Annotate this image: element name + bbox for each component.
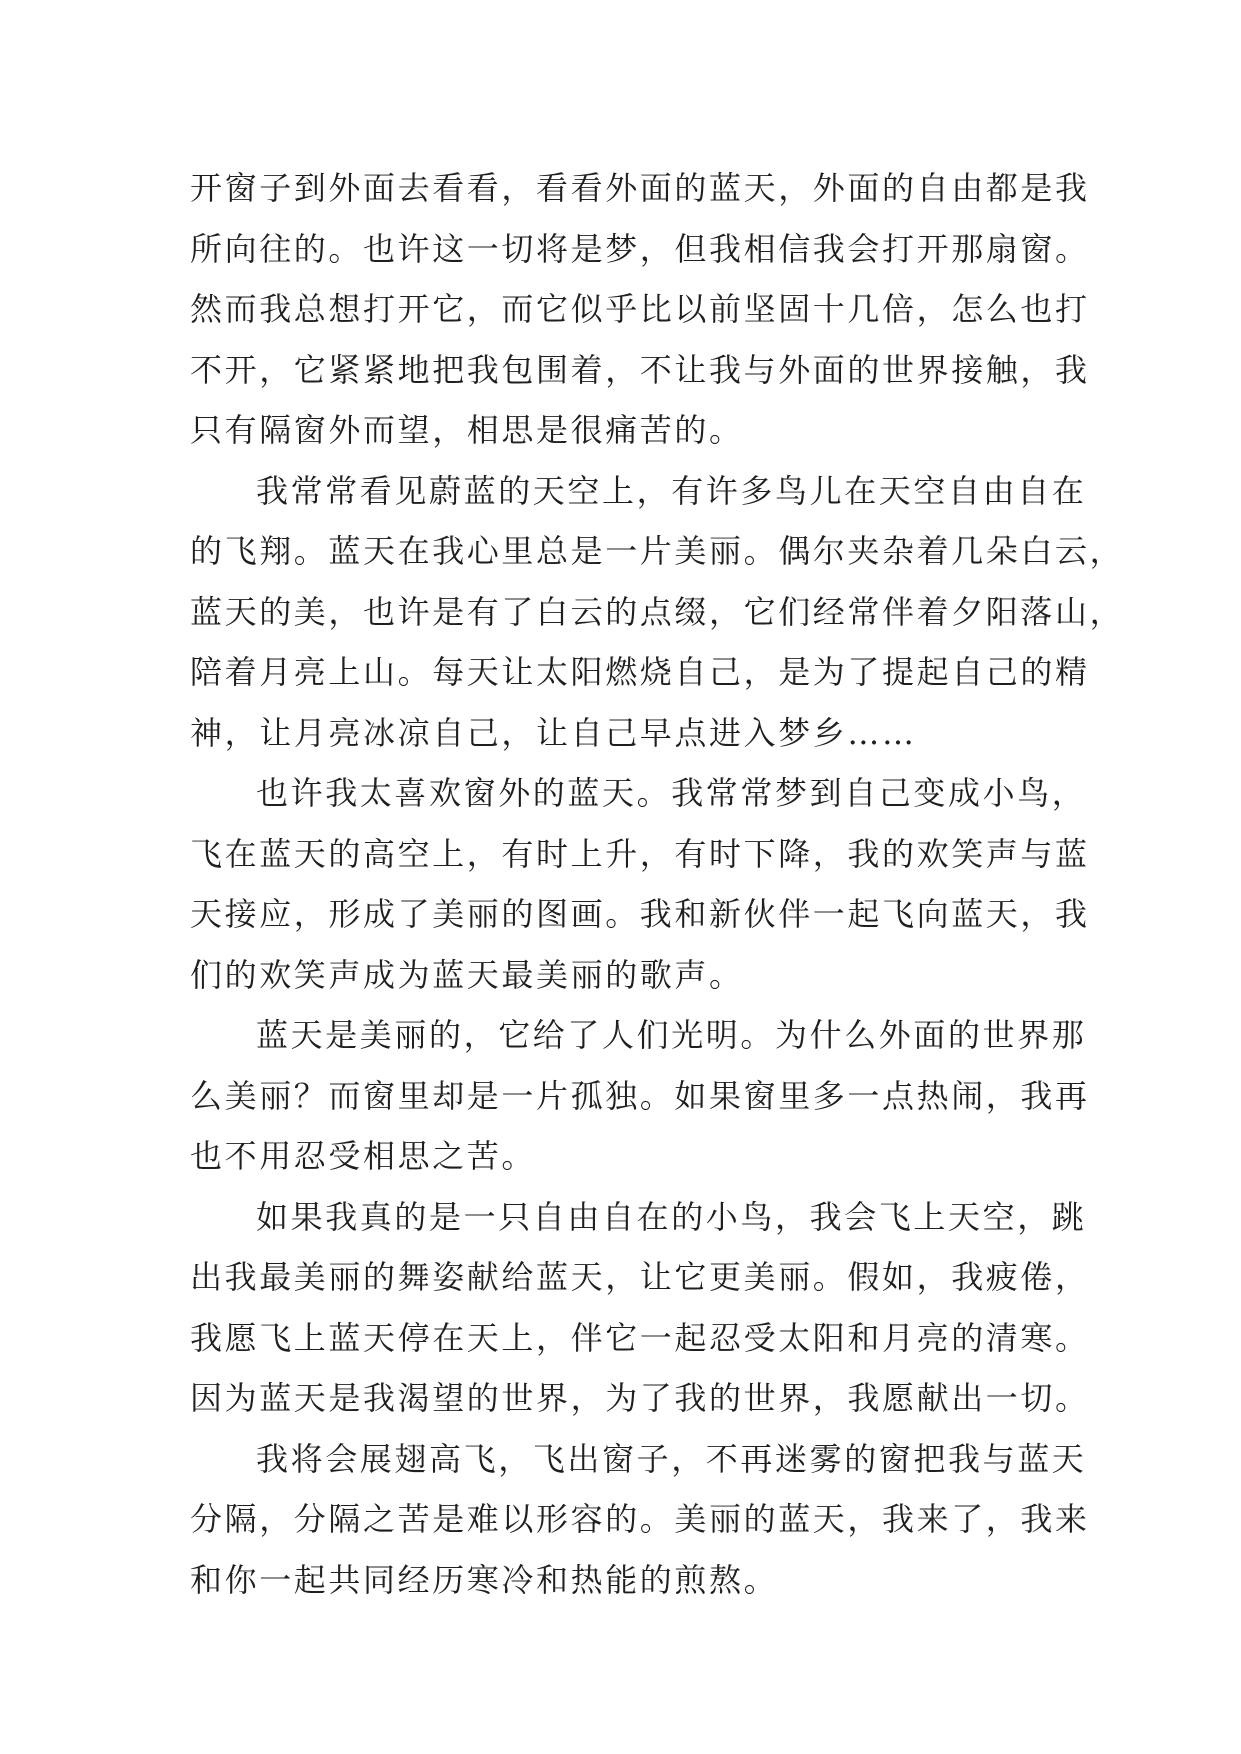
text-line: 陪着月亮上山。每天让太阳燃烧自己，是为了提起自己的精 — [190, 653, 1090, 691]
text-line: 然而我总想打开它，而它似乎比以前坚固十几倍，怎么也打 — [190, 290, 1090, 328]
text-line: 么美丽？而窗里却是一片孤独。如果窗里多一点热闹，我再 — [190, 1076, 1090, 1115]
text-line: 神，让月亮冰凉自己，让自己早点进入梦乡…… — [190, 713, 917, 752]
text-line: 我愿飞上蓝天停在天上，伴它一起忍受太阳和月亮的清寒。 — [190, 1318, 1090, 1357]
text-line: 的飞翔。蓝天在我心里总是一片美丽。偶尔夹杂着几朵白云， — [190, 532, 1125, 570]
paragraph-first-line: 蓝天是美丽的，它给了人们光明。为什么外面的世界那 — [256, 1016, 1087, 1054]
text-line: 出我最美丽的舞姿献给蓝天，让它更美丽。假如，我疲倦， — [190, 1258, 1090, 1296]
paragraph-first-line: 我将会展翅高飞，飞出窗子，不再迷雾的窗把我与蓝天 — [256, 1439, 1087, 1478]
text-line: 分隔，分隔之苦是难以形容的。美丽的蓝天，我来了，我来 — [190, 1500, 1090, 1538]
text-line: 飞在蓝天的高空上，有时上升，有时下降，我的欢笑声与蓝 — [190, 834, 1090, 873]
paragraph-first-line: 如果我真的是一只自由自在的小鸟，我会飞上天空，跳 — [256, 1197, 1087, 1236]
text-line: 也不用忍受相思之苦。 — [190, 1137, 537, 1175]
essay-body — [190, 158, 1125, 1610]
paragraph-first-line: 我常常看见蔚蓝的天空上，有许多鸟儿在天空自由自在 — [256, 471, 1087, 510]
text-line: 因为蓝天是我渴望的世界，为了我的世界，我愿献出一切。 — [190, 1379, 1090, 1417]
text-line: 所向往的。也许这一切将是梦，但我相信我会打开那扇窗。 — [190, 229, 1090, 268]
text-line: 只有隔窗外而望，相思是很痛苦的。 — [190, 411, 744, 449]
text-line: 开窗子到外面去看看，看看外面的蓝天，外面的自由都是我 — [190, 169, 1090, 207]
text-line: 和你一起共同经历寒冷和热能的煎熬。 — [190, 1560, 779, 1599]
text-line: 天接应，形成了美丽的图画。我和新伙伴一起飞向蓝天，我 — [190, 895, 1090, 933]
text-line: 不开，它紧紧地把我包围着，不让我与外面的世界接触，我 — [190, 350, 1090, 389]
text-line: 蓝天的美，也许是有了白云的点缀，它们经常伴着夕阳落山， — [190, 592, 1125, 631]
paragraph-first-line: 也许我太喜欢窗外的蓝天。我常常梦到自己变成小鸟， — [256, 774, 1087, 812]
text-line: 们的欢笑声成为蓝天最美丽的歌声。 — [190, 955, 744, 994]
